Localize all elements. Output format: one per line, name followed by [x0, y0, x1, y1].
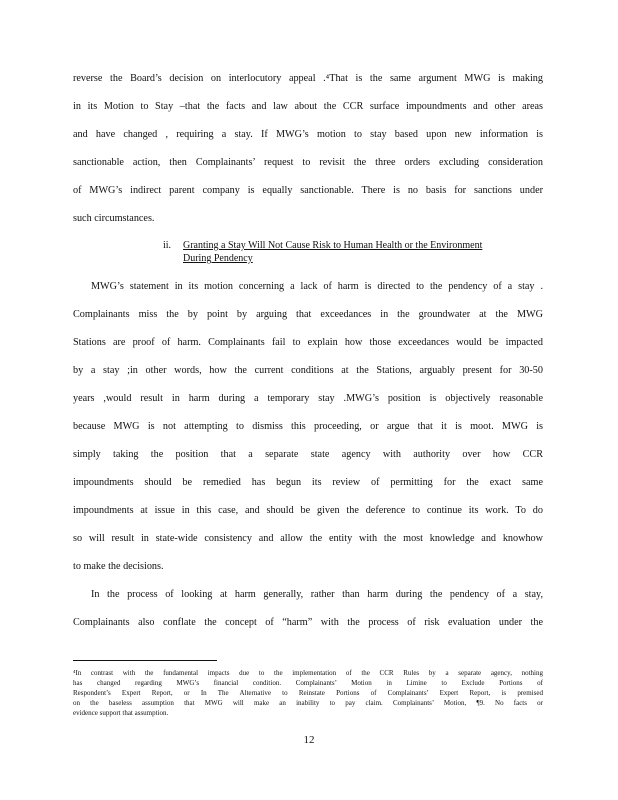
body-line: years ,would result in harm during a temporary stay .MWG’s position is objectively reasonable	[73, 393, 543, 404]
body-line: so will result in state-wide consistency and allow the entity with the most knowledge and knowhow	[73, 533, 543, 544]
footnote-separator	[73, 660, 217, 661]
body-line: simply taking the position that a separate state agency with authority over how CCR	[73, 449, 543, 460]
footnote-line: Respondent’s Expert Report, or In The Alternative to Reinstate Portions of Complainants’ Expert Report, is premised	[73, 689, 543, 697]
body-line: Complainants miss the by point by arguing that exceedances in the groundwater at the MWG	[73, 309, 543, 320]
body-line: of MWG’s indirect parent company is equally sanctionable. There is no basis for sanctions under	[73, 185, 543, 196]
body-line: by a stay ;in other words, how the current conditions at the Stations, arguably present for 30-50	[73, 365, 543, 376]
body-line: sanctionable action, then Complainants’ request to revisit the three orders excluding consideration	[73, 157, 543, 168]
body-line: because MWG is not attempting to dismiss this proceeding, or argue that it is moot. MWG is	[73, 421, 543, 432]
section-heading-title-cont: During Pendency	[183, 253, 253, 264]
body-line: impoundments should be remedied has begun its review of permitting for the exact same	[73, 477, 543, 488]
section-heading-number: ii.	[163, 240, 172, 251]
body-line: reverse the Board’s decision on interlocutory appeal .⁴That is the same argument MWG is making	[73, 73, 543, 84]
page-number: 12	[303, 734, 315, 746]
body-line: in its Motion to Stay –that the facts and law about the CCR surface impoundments and other areas	[73, 101, 543, 112]
footnote-line: ⁴In contrast with the fundamental impacts due to the implementation of the CCR Rules by a separate agency, nothing	[73, 669, 543, 677]
body-line: Complainants also conflate the concept of “harm” with the process of risk evaluation under the	[73, 617, 543, 628]
body-line: such circumstances.	[73, 213, 155, 224]
body-line: to make the decisions.	[73, 561, 164, 572]
body-line: In the process of looking at harm generally, rather than harm during the pendency of a stay,	[91, 589, 543, 600]
footnote-line: evidence support that assumption.	[73, 709, 169, 717]
body-line: and have changed , requiring a stay. If MWG’s motion to stay based upon new information is	[73, 129, 543, 140]
body-line: impoundments at issue in this case, and should be given the deference to continue its work. To do	[73, 505, 543, 516]
body-line: MWG’s statement in its motion concerning a lack of harm is directed to the pendency of a stay .	[91, 281, 543, 292]
section-heading-title: Granting a Stay Will Not Cause Risk to Human Health or the Environment	[183, 240, 483, 251]
body-line: Stations are proof of harm. Complainants fail to explain how those exceedances would be impacted	[73, 337, 543, 348]
footnote-line: on the baseless assumption that MWG will make an inability to pay claim. Complainants’ Motion, ¶9. No facts or	[73, 699, 543, 707]
section-heading	[163, 240, 543, 252]
footnote-line: has changed regarding MWG’s financial condition. Complainants’ Motion in Limine to Exclude Portions of	[73, 679, 543, 687]
